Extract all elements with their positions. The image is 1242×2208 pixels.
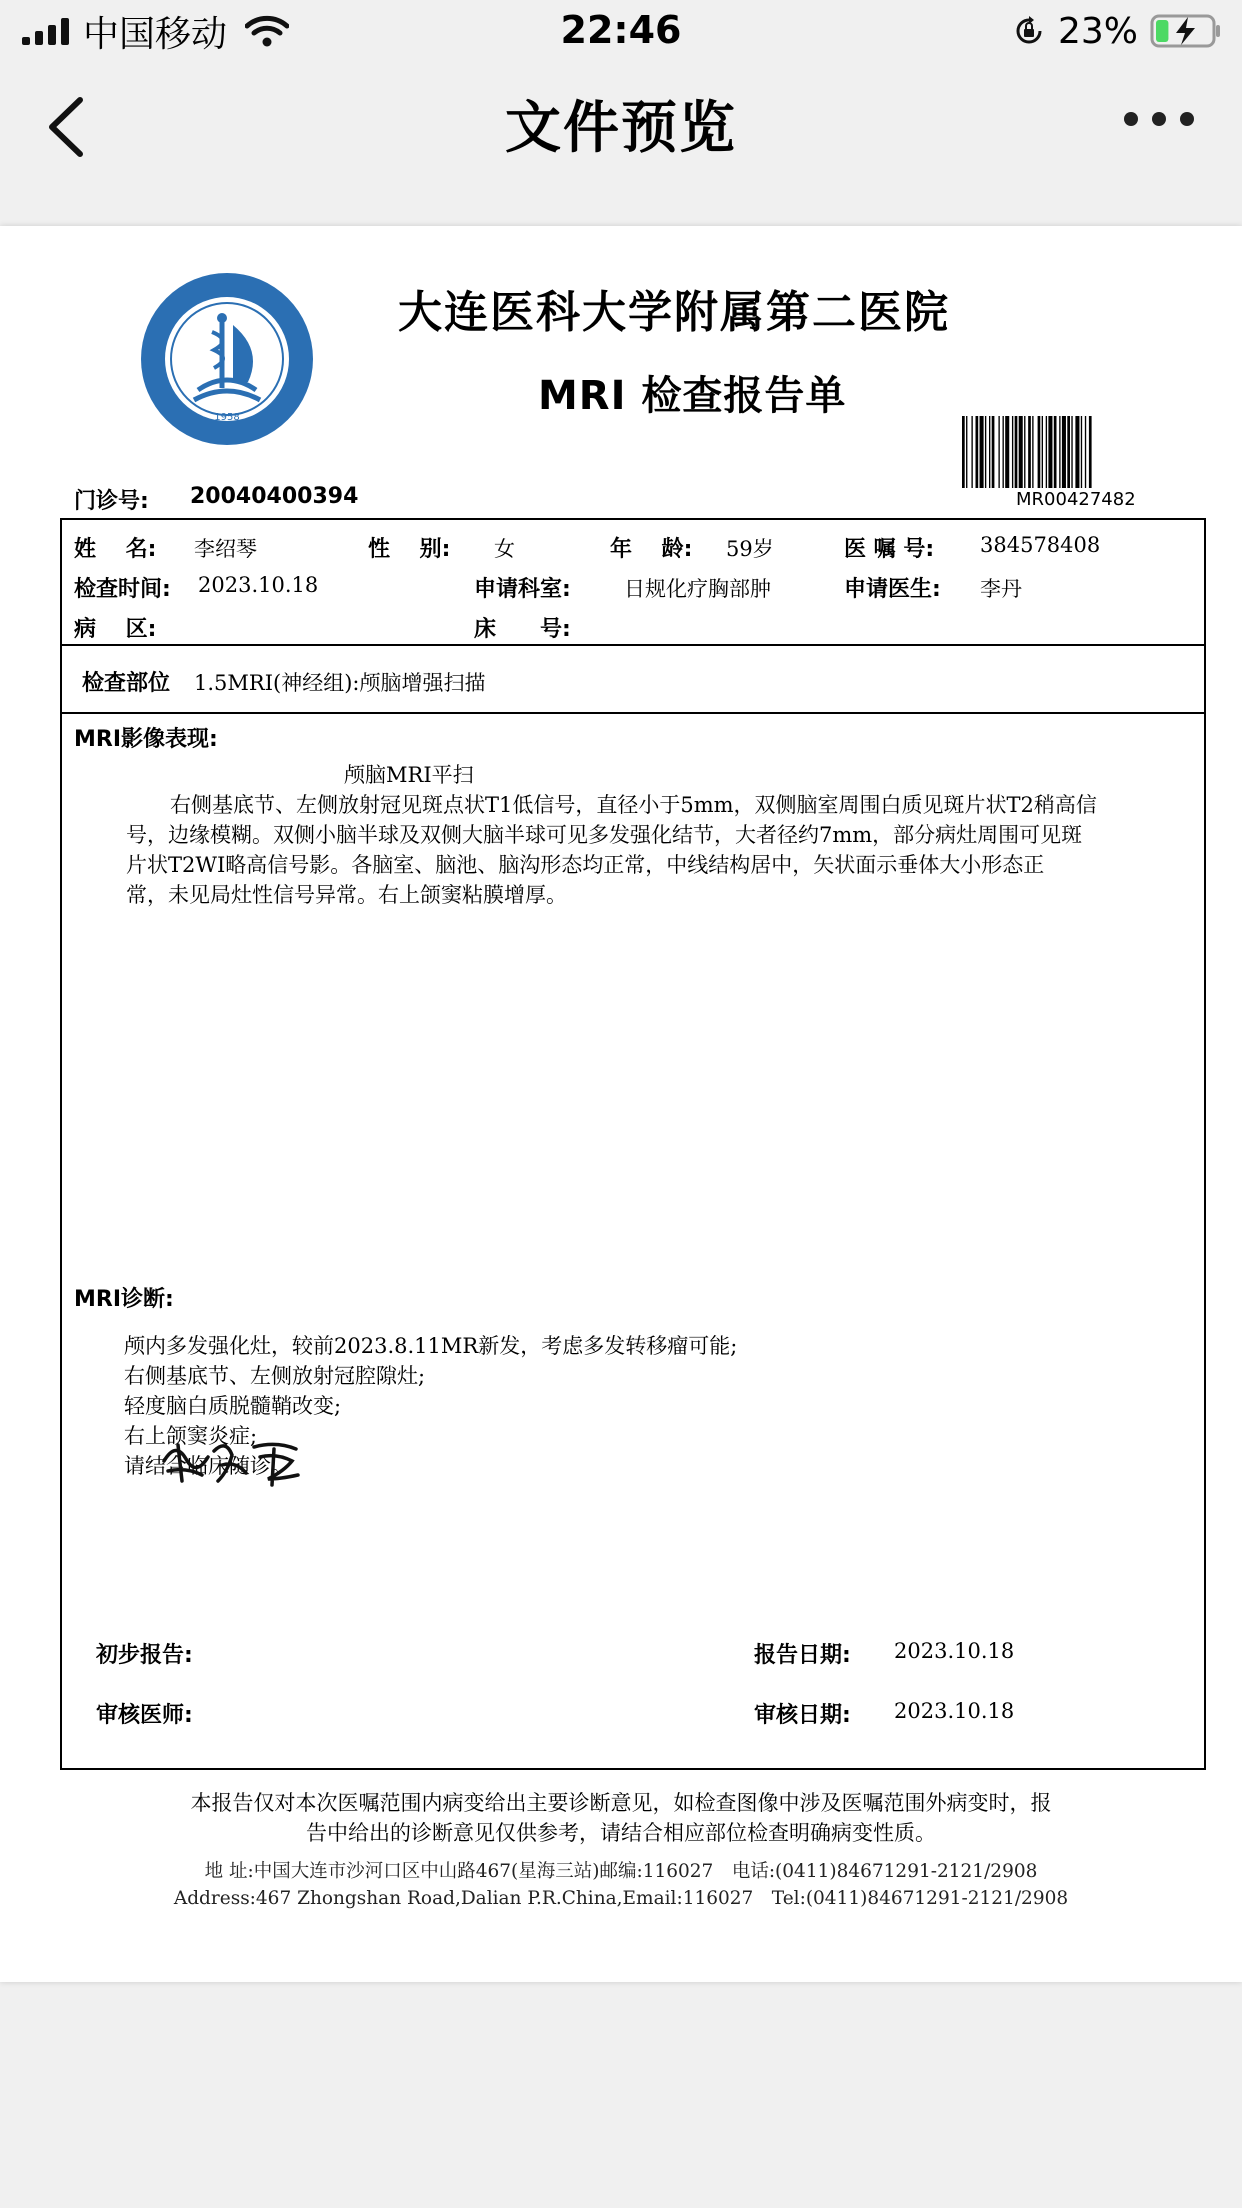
barcode-bar xyxy=(980,416,984,488)
barcode-bar xyxy=(1054,416,1057,488)
findings-text: 右侧基底节、左侧放射冠见斑点状T1低信号，直径小于5mm，双侧脑室周围白质见斑片状T2稍高信 号，边缘模糊。双侧小脑半球及双侧大脑半球可见多发强化结节，大者径约7mm，部分病灶周围可见斑 片状T2WI略高信号影。各脑室、脑池、脑沟形态均正常，中线结构居中，矢状面示垂体大小形态正 常，未见局灶性信号异常。右上颌窦粘膜增厚。 xyxy=(126,793,1097,907)
review-date-label: 审核日期: xyxy=(754,1703,851,1728)
barcode-bar xyxy=(1012,416,1013,488)
document-preview[interactable] xyxy=(0,226,1242,1982)
status-time: 22:46 xyxy=(560,8,682,52)
review-date: 2023.10.18 xyxy=(894,1699,1015,1723)
doctor-label: 申请医生: xyxy=(844,577,941,602)
prelim-report-label: 初步报告: xyxy=(96,1643,193,1668)
age-label: 年 龄: xyxy=(610,537,693,562)
disclaimer: 本报告仅对本次医嘱范围内病变给出主要诊断意见，如检查图像中涉及医嘱范围外病变时，报 告中给出的诊断意见仅供参考，请结合相应部位检查明确病变性质。 xyxy=(190,1791,1052,1845)
svg-text:1958: 1958 xyxy=(214,412,240,423)
requesting-doctor: 李丹 xyxy=(980,577,1022,601)
findings-title: MRI影像表现: xyxy=(74,727,218,752)
clinic-label: 门诊号: xyxy=(74,489,149,514)
diagnosis-line: 右上颌窦炎症; xyxy=(124,1424,258,1448)
barcode-bar xyxy=(1042,416,1043,488)
exam-time-label: 检查时间: xyxy=(74,577,171,602)
barcode-bar xyxy=(992,416,995,488)
report-title: MRI 检查报告单 xyxy=(538,373,847,419)
barcode-bar xyxy=(962,416,965,488)
exam-time: 2023.10.18 xyxy=(198,573,319,597)
diagnosis-line: 颅内多发强化灶，较前2023.8.11MR新发，考虑多发转移瘤可能; xyxy=(124,1334,738,1358)
barcode-number: MR00427482 xyxy=(1016,489,1136,510)
barcode-bar xyxy=(1059,416,1060,488)
status-right xyxy=(1012,8,1222,54)
barcode-bar xyxy=(1032,416,1033,488)
diagnosis-line: 轻度脑白质脱髓鞘改变; xyxy=(124,1394,342,1418)
exam-part: 1.5MRI(神经组):颅脑增强扫描 xyxy=(194,671,486,695)
department: 日规化疗胸部肿 xyxy=(624,577,771,601)
barcode-bar xyxy=(1038,416,1041,488)
barcode-bar xyxy=(1015,416,1018,488)
barcode-bar xyxy=(1075,416,1079,488)
barcode-bar xyxy=(1003,416,1004,488)
diagnosis-line: 请结合临床随诊。 xyxy=(124,1454,292,1478)
exam-part-box xyxy=(60,644,1206,714)
barcode-bar xyxy=(971,416,972,488)
barcode-bar xyxy=(966,416,967,488)
patient-age: 59岁 xyxy=(726,537,774,561)
signature-icon xyxy=(156,1431,306,1491)
report-body-box xyxy=(60,712,1206,1770)
barcode-bar xyxy=(1024,416,1025,488)
barcode-bar xyxy=(1085,416,1086,488)
findings-subtitle: 颅脑MRI平扫 xyxy=(344,763,474,787)
barcode-bar xyxy=(1046,416,1047,488)
page-title: 文件预览 xyxy=(505,96,737,161)
hospital-name: 大连医科大学附属第二医院 xyxy=(398,287,950,338)
barcode-bar xyxy=(985,416,986,488)
patient-gender: 女 xyxy=(494,537,515,561)
battery-percent: 23% xyxy=(1057,10,1138,52)
nav-bar xyxy=(0,62,1242,188)
clinic-number: 20040400394 xyxy=(190,484,359,509)
carrier-name: 中国移动 xyxy=(83,13,228,55)
report-date: 2023.10.18 xyxy=(894,1639,1015,1663)
more-icon[interactable] xyxy=(1124,112,1194,126)
barcode-icon xyxy=(960,416,1188,488)
barcode-bar xyxy=(998,416,999,488)
dept-label: 申请科室: xyxy=(474,577,571,602)
status-bar xyxy=(0,0,1242,62)
hospital-address: 地 址:中国大连市沙河口区中山路467(星海三站)邮编:116027 电话:(0411)84671291-2121/2908 Address:467 Zhongshan Road,Dalian P.R.China,Email:116027 Tel:(0411)84671291-2121/2908 xyxy=(173,1861,1069,1909)
name-label: 姓 名: xyxy=(74,537,157,562)
barcode-bar xyxy=(989,416,990,488)
barcode-bar xyxy=(1028,416,1031,488)
battery-charging-icon xyxy=(1150,13,1222,49)
hospital-logo-icon xyxy=(138,270,316,448)
rotation-lock-icon xyxy=(1012,14,1046,48)
ward-label: 病 区: xyxy=(74,617,157,642)
barcode-bar xyxy=(1071,416,1072,488)
bed-label: 床 号: xyxy=(474,617,571,642)
barcode-bar xyxy=(1089,416,1092,488)
report-date-label: 报告日期: xyxy=(754,1643,851,1668)
exam-part-label: 检查部位 xyxy=(82,671,171,696)
patient-name: 李绍琴 xyxy=(194,537,257,561)
barcode-bar xyxy=(1062,416,1066,488)
barcode-bar xyxy=(1019,416,1023,488)
barcode-bar xyxy=(1067,416,1070,488)
order-label: 医 嘱 号: xyxy=(844,537,935,562)
diagnosis-line: 右侧基底节、左侧放射冠腔隙灶; xyxy=(124,1364,426,1388)
barcode-bar xyxy=(1081,416,1082,488)
barcode-bar xyxy=(976,416,979,488)
order-number: 384578408 xyxy=(980,533,1101,557)
barcode-bar xyxy=(1048,416,1052,488)
diagnosis-title: MRI诊断: xyxy=(74,1287,174,1312)
patient-info-box xyxy=(60,518,1206,646)
reviewer-label: 审核医师: xyxy=(96,1703,193,1728)
gender-label: 性 别: xyxy=(368,537,451,562)
barcode-bar xyxy=(1005,416,1009,488)
